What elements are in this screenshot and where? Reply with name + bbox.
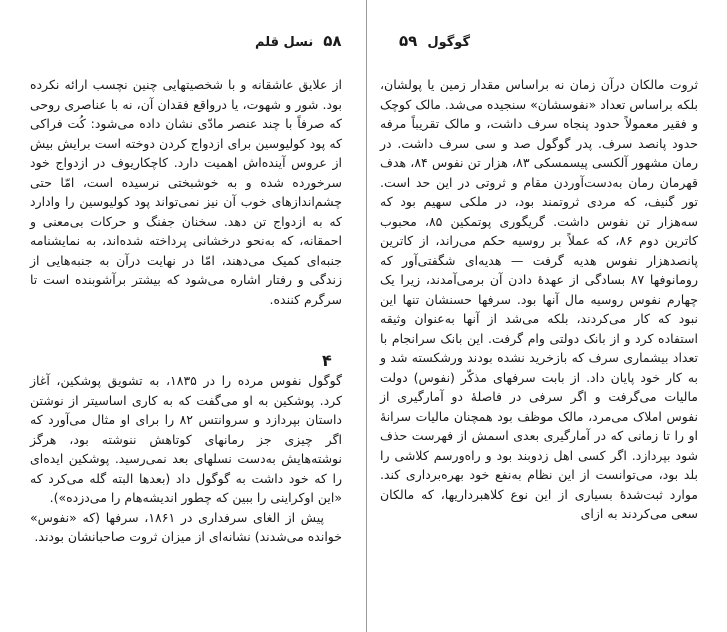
left-paragraph-3: پیش از الغای سرفداری در ۱۸۶۱، سرفها (که «نفوس» خوانده می‌شدند) نشانه‌ای از میزان ثروت صاحبانشان بودند. [30,509,342,544]
right-page-header [399,32,470,50]
left-paragraph-2: گوگول نفوس مرده را در ۱۸۳۵، به تشویق پوشکین، آغاز کرد. پوشکین به او می‌گفت که به کاری اساسیتر از نوشتن داستان بپردازد و سروانتس ۸۲ را برای او مثال می‌آورد که اگر چیزی جز رمانهای کوتاهش ننوشته بود، هرگز نوشته‌هایش به‌دست نسلهای بعد نمی‌رسید. پوشکین ایده‌ای را که خود داشت به گوگول داد (بعدها البته گله می‌کرد که «این اوکراینی را ببین که چطور اندیشه‌هام را می‌دزده»). [30,373,343,505]
left-running-title: نسل قلم [255,35,314,50]
section-number: ۴ [322,351,332,370]
left-text-block [30,75,342,309]
left-page-number: ۵۸ [323,32,342,50]
right-running-title: گوگول [427,35,471,50]
right-text-block [380,75,698,524]
right-page [367,0,727,632]
left-paragraph-1: از علایق عاشقانه و با شخصیتهایی چنین نچسب ارائه نکرده بود. شور و شهوت، یا درواقع فقدان آن، نه با عناصری روحی که صرفاً با چند عنصر مادّی نشان داده می‌شود: کُت فراکی که پود کولیوسین برای ازدواج کردن دوخته است برایش بیش از عروس آینده‌اش اهمیت دارد. کاچکاریوف در ازدواج خود سرخورده شده و به خوشبختی نرسیده است، امّا حتی چشم‌اندازهای خوب آن نیز نمی‌تواند پود کولیوسین را وادارد که به ازدواج تن دهد. سخنان جفنگ و حرکات بی‌معنی و احمقانه، که به‌نحو درخشانی پرداخته شده‌اند، به نمایشنامه جنبه‌ای کمیک می‌دهند، امّا در نهایت درآن به جنبه‌هایی از زندگی و رفتار اشاره می‌شود که بیشتر برآشوبنده است تا سرگرم کننده. [30,77,342,307]
right-page-number: ۵۹ [399,32,418,50]
left-page-header [255,32,342,50]
right-paragraph-1: ثروت مالکان درآن زمان نه براساس مقدار زمین یا پولشان، بلکه براساس تعداد «نفوسشان» سنجیده می‌شد. مالک کوچک و فقیر معمولاً حدود پنجاه سرف داشت، و مالک تقریباً مرفه حدود پانصد سرف. پدر گوگول صد و سی سرف داشت. در رمان مشهور آلکسی پیسمسکی ۸۳، هزار تن نفوس ۸۴، هدف قهرمان رمان به‌دست‌آوردن مقام و ثروتی در این حد است. تور گنیف، که مردی ثروتمند بود، در ملکی سهیم بود که سه‌هزار تن نفوس داشت. گریگوری پوتمکین ۸۵، محبوب کاترین دوم ۸۶، که عملاً بر روسیه حکم می‌راند، از کاترین پانصدهزار نفوس هدیه گرفت — هدیه‌ای شگفتی‌آور که رومانوفها ۸۷ بسادگی از عهدهٔ دادن آن برمی‌آمدند، زیرا یک چهارم نفوس روسیه مال آنها بود. سرفها حسنشان تنها این نبود که کار می‌کردند، بلکه می‌شد از آنها به‌عنوان وثیقه استفاده کرد و از بانک دولتی وام گرفت. این بانک سرانجام با تعداد بیشماری سرف که بازخرید نشده بودند ورشکسته شد و به کار خود پایان داد. از بابت سرفهای مذکّر (نفوس) دولت مالیات می‌گرفت و اگر سرفی در فاصلهٔ دو آمارگیری از نفوس املاک می‌مرد، مالک موظف بود همچنان مالیات سرانهٔ او را تا زمانی که در آمارگیری بعدی اسمش از فهرست حذف شود بپردازد. اگر کسی اهل زدوبند بود و راه‌ورسم کلاشی را بلد بود، می‌توانست از این نظام به‌نفع خود بهره‌برداری کند. موارد ثبت‌شدهٔ بسیاری از این نوع کلاهبرداریها، که مالکان سعی می‌کردند به ازای [380,77,698,521]
left-text-block-2 [30,371,342,547]
